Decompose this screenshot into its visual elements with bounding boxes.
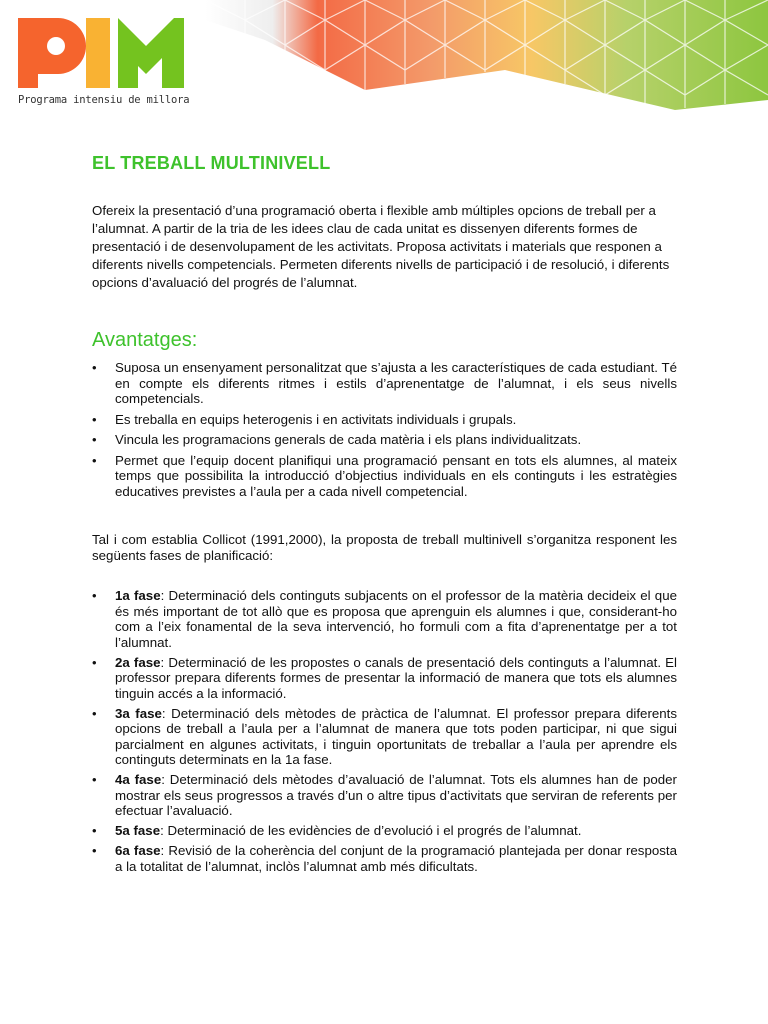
phase-text: : Determinació de les evidències de d’evolució i el progrés de l’alumnat. [160,823,582,838]
logo-subtitle: Programa intensiu de millora [18,94,190,106]
page-title: EL TREBALL MULTINIVELL [92,153,331,173]
list-item [92,843,677,874]
intro-paragraph: Ofereix la presentació d’una programació oberta i flexible amb múltiples opcions de treball per a l’alumnat. A partir de la tria de les idees clau de cada unitat es dissenyen diferents formes de presentació i de desenvolupament de les activitats. Proposa activitats i materials que responen a diferents nivells competencials. Permeten diferents nivells de participació i de resolució, i diferents opcions d’avaluació del progrés de l’alumnat. [92,203,670,290]
phase-text: : Determinació dels continguts subjacents on el professor de la matèria decideix el que és més important de tot allò que es proposa que aprenguin els alumnes i que, considerant-ho com a l’eix fonamental de la seva intervenció, ho formuli com a fita d’aprenentatge per a tot l’alumnat. [115,588,677,650]
phase-text: : Determinació dels mètodes de pràctica de l’alumnat. El professor prepara diferents opcions de treball a l’aula per a l’alumnat de manera que tots poden participar, ni que sigui parcialment en algunes activitats, i tinguin oportunitats de treballar a l’aula per aprendre els continguts determinats en la 1a fase. [115,705,678,767]
list-item: • Es treballa en equips heterogenis i en activitats individuals i grupals. [92,412,677,428]
phase-text: : Determinació de les propostes o canals de presentació dels continguts a l’alumnat. El professor prepara diferents formes de presentar la informació de manera que tots els alumnes tinguin accés a la informació. [115,654,677,701]
phases-list [92,588,677,879]
phase-label: 2a fase [115,654,161,670]
phase-text: : Revisió de la coherència del conjunt de la programació plantejada per donar resposta a la totalitat de l’alumnat, inclòs l’alumnat amb més dificultats. [115,843,677,874]
list-item [92,823,677,839]
advantages-list [92,360,677,504]
list-item: • Permet que l’equip docent planifiqui una programació pensant en tots els alumnes, al mateix temps que possibilita la introducció d’objectius individuals en els continguts i les estratègies educatives previstes a l’aula per a cada nivell competencial. [92,453,677,500]
list-item [92,772,677,819]
phase-label: 6a fase [115,843,161,858]
list-item [92,588,677,650]
list-item: • Suposa un ensenyament personalitzat que s’ajusta a les característiques de cada estudiant. Té en compte els diferents ritmes i estils d’aprenentatge de l’alumnat, i els seus nivells competencials. [92,360,677,407]
phase-text: : Determinació dels mètodes d’avaluació de l’alumnat. Tots els alumnes han de poder mostrar els seus progressos a través d’un o altre tipus d’activitats que serviran de referents per efectuar l’avaluació. [115,772,677,818]
list-item [92,706,677,768]
phase-label: 4a fase [115,772,162,787]
phase-label: 3a fase [115,705,162,721]
advantages-heading: Avantatges: [92,329,198,351]
header-decoration [205,0,768,110]
list-item: • Vincula les programacions generals de cada matèria i els plans individualitzats. [92,432,677,448]
phase-label: 5a fase [115,823,161,838]
phase-label: 1a fase [115,588,161,603]
phases-intro: Tal i com establia Collicot (1991,2000), la proposta de treball multinivell s’organitza responent les següents fases de planificació: [92,532,677,563]
list-item [92,655,677,702]
